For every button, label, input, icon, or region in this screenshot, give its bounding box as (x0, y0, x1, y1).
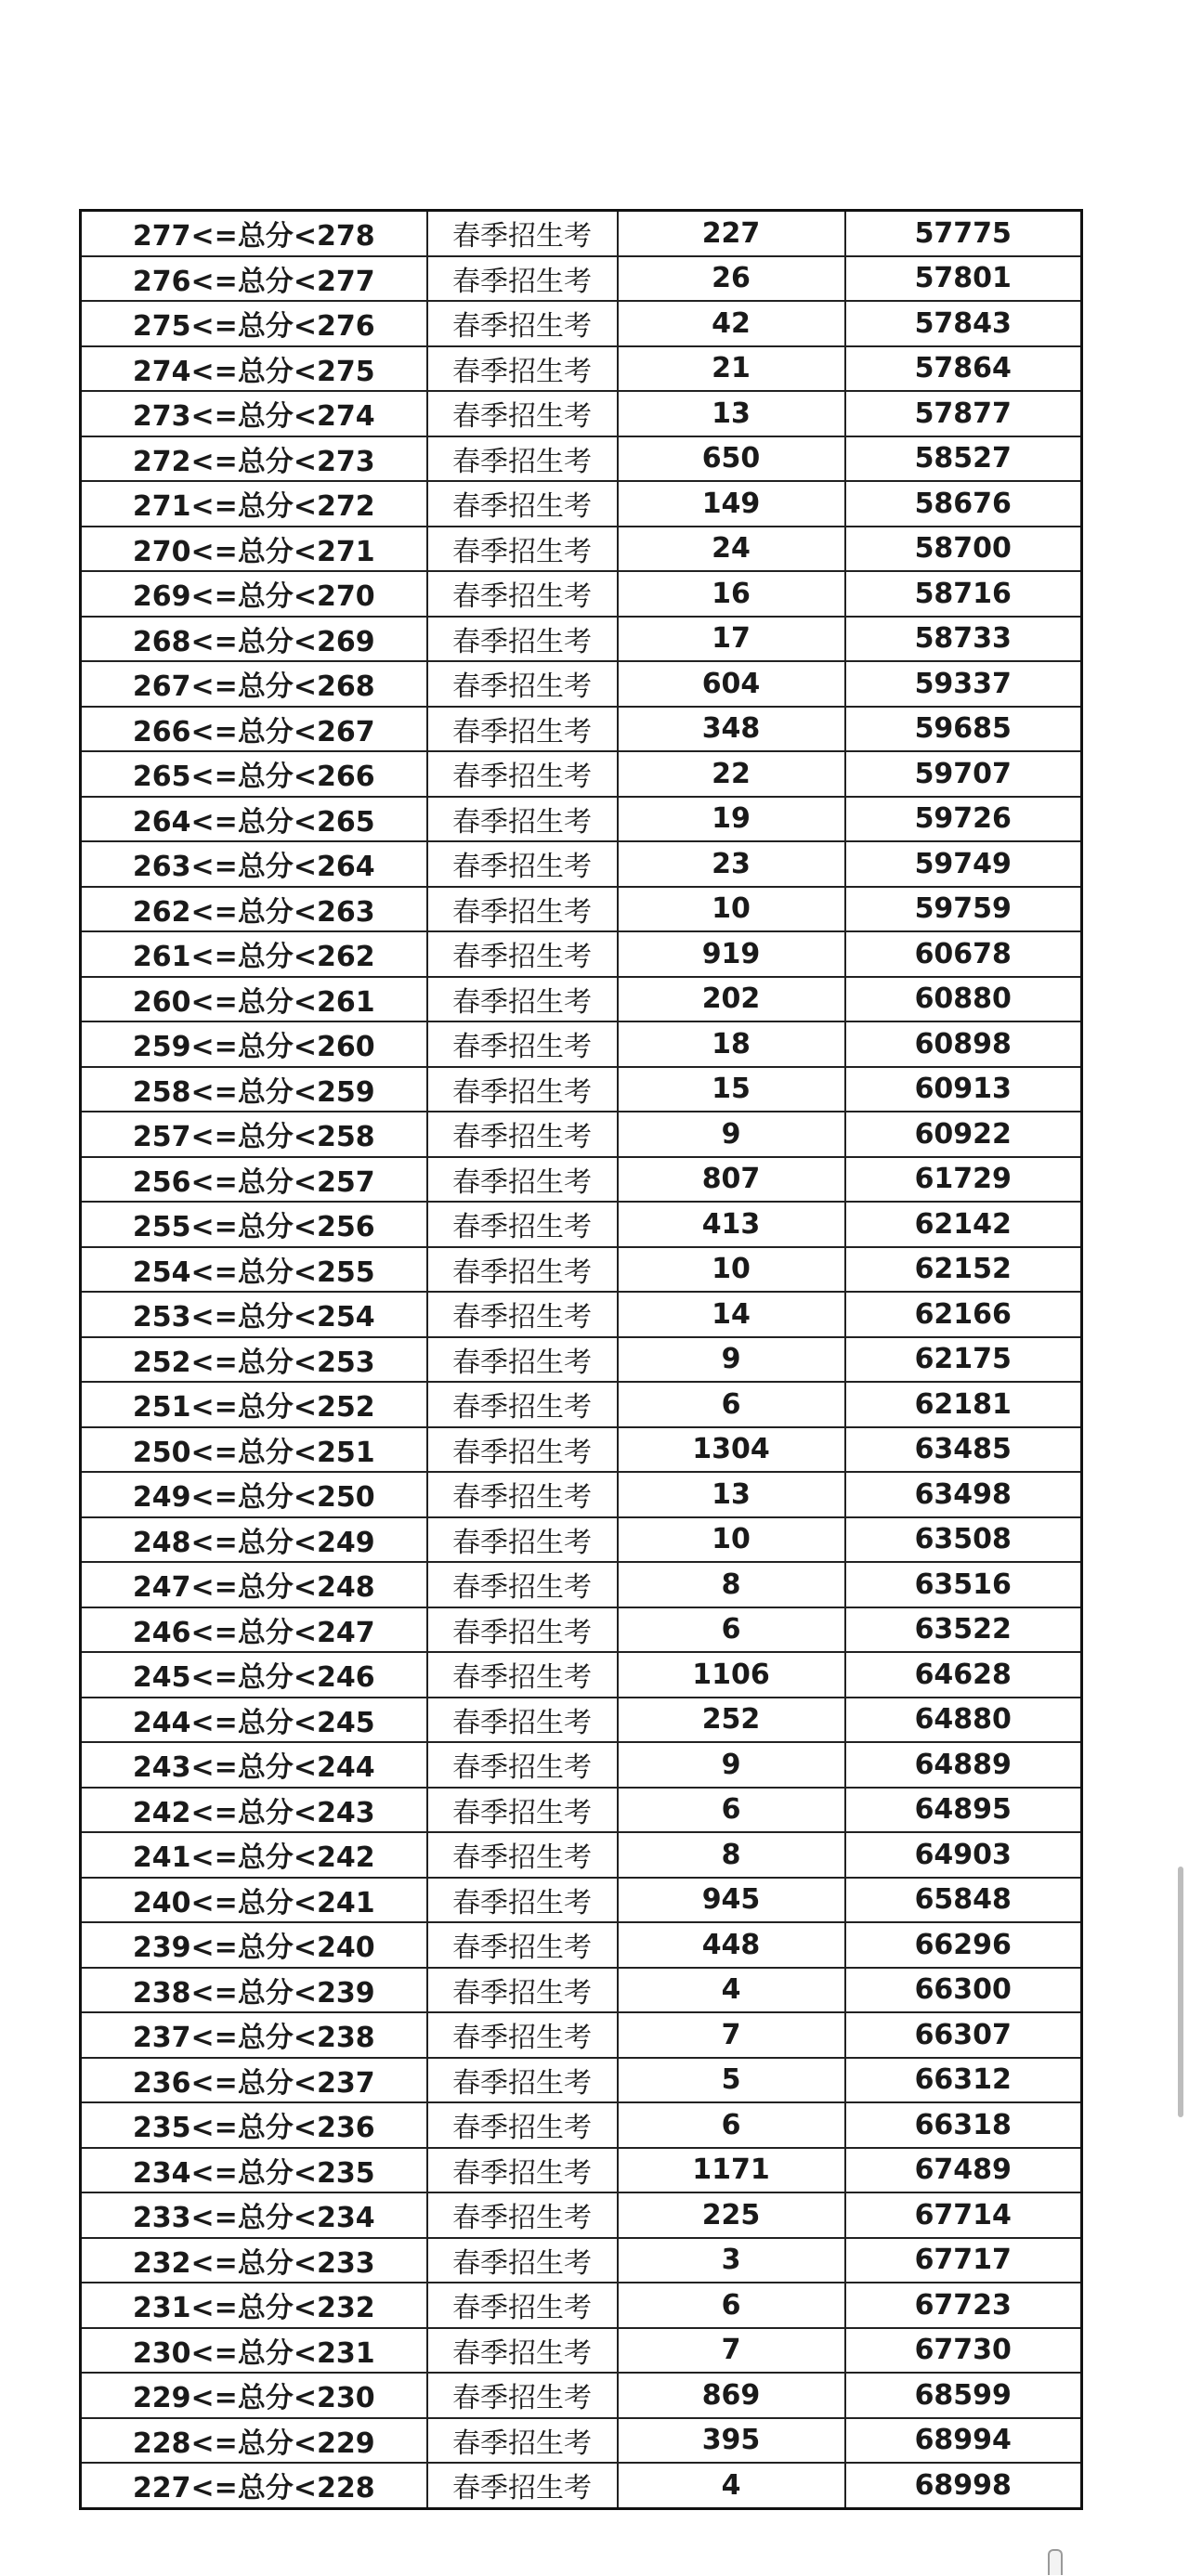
count-cell: 604 (618, 661, 845, 707)
table-row (81, 2058, 1082, 2103)
exam-type-cell: 春季招生考 (427, 751, 618, 797)
table-row (81, 1292, 1082, 1337)
count-cell: 4 (618, 2463, 845, 2508)
exam-type-cell: 春季招生考 (427, 211, 618, 256)
table-row (81, 2328, 1082, 2374)
cumulative-cell: 66296 (845, 1922, 1082, 1968)
cumulative-cell: 58527 (845, 436, 1082, 482)
count-cell: 17 (618, 617, 845, 662)
table-row (81, 301, 1082, 346)
cumulative-cell: 67730 (845, 2328, 1082, 2374)
exam-type-cell: 春季招生考 (427, 1472, 618, 1517)
exam-type-cell: 春季招生考 (427, 2283, 618, 2328)
cumulative-cell: 64880 (845, 1698, 1082, 1743)
count-cell: 227 (618, 211, 845, 256)
count-cell: 6 (618, 1382, 845, 1427)
table-row (81, 1968, 1082, 2013)
cumulative-cell: 59337 (845, 661, 1082, 707)
score-range-cell: 236<=总分<237 (81, 2058, 427, 2103)
vertical-scrollbar[interactable] (1178, 1867, 1183, 2117)
home-indicator-icon (1048, 2549, 1063, 2575)
count-cell: 807 (618, 1157, 845, 1203)
cumulative-cell: 62181 (845, 1382, 1082, 1427)
table-row (81, 661, 1082, 707)
cumulative-cell: 62175 (845, 1337, 1082, 1383)
exam-type-cell: 春季招生考 (427, 571, 618, 617)
cumulative-cell: 67723 (845, 2283, 1082, 2328)
exam-type-cell: 春季招生考 (427, 1562, 618, 1607)
exam-type-cell: 春季招生考 (427, 1652, 618, 1698)
count-cell: 149 (618, 481, 845, 527)
count-cell: 6 (618, 2102, 845, 2148)
exam-type-cell: 春季招生考 (427, 1021, 618, 1067)
cumulative-cell: 60678 (845, 931, 1082, 977)
count-cell: 225 (618, 2192, 845, 2238)
count-cell: 348 (618, 707, 845, 752)
score-range-cell: 240<=总分<241 (81, 1878, 427, 1923)
score-range-cell: 262<=总分<263 (81, 887, 427, 932)
table-row (81, 2102, 1082, 2148)
exam-type-cell: 春季招生考 (427, 1202, 618, 1247)
table-row (81, 1067, 1082, 1112)
exam-type-cell: 春季招生考 (427, 887, 618, 932)
count-cell: 869 (618, 2373, 845, 2418)
cumulative-cell: 58716 (845, 571, 1082, 617)
score-range-cell: 258<=总分<259 (81, 1067, 427, 1112)
cumulative-cell: 57775 (845, 211, 1082, 256)
count-cell: 14 (618, 1292, 845, 1337)
exam-type-cell: 春季招生考 (427, 2192, 618, 2238)
exam-type-cell: 春季招生考 (427, 1832, 618, 1878)
cumulative-cell: 59726 (845, 797, 1082, 842)
score-range-cell: 272<=总分<273 (81, 436, 427, 482)
exam-type-cell: 春季招生考 (427, 1698, 618, 1743)
score-range-cell: 266<=总分<267 (81, 707, 427, 752)
cumulative-cell: 57843 (845, 301, 1082, 346)
cumulative-cell: 62142 (845, 1202, 1082, 1247)
score-range-cell: 250<=总分<251 (81, 1427, 427, 1473)
table-row (81, 2373, 1082, 2418)
score-range-cell: 244<=总分<245 (81, 1698, 427, 1743)
table-row (81, 436, 1082, 482)
table-row (81, 1607, 1082, 1653)
count-cell: 919 (618, 931, 845, 977)
table-row (81, 2192, 1082, 2238)
exam-type-cell: 春季招生考 (427, 2012, 618, 2058)
count-cell: 6 (618, 1607, 845, 1653)
table-row (81, 346, 1082, 392)
score-range-cell: 231<=总分<232 (81, 2283, 427, 2328)
exam-type-cell: 春季招生考 (427, 1382, 618, 1427)
cumulative-cell: 57801 (845, 256, 1082, 302)
score-range-cell: 235<=总分<236 (81, 2102, 427, 2148)
count-cell: 1171 (618, 2148, 845, 2193)
score-range-cell: 245<=总分<246 (81, 1652, 427, 1698)
count-cell: 15 (618, 1067, 845, 1112)
exam-type-cell: 春季招生考 (427, 841, 618, 887)
exam-type-cell: 春季招生考 (427, 797, 618, 842)
cumulative-cell: 63522 (845, 1607, 1082, 1653)
cumulative-cell: 67714 (845, 2192, 1082, 2238)
count-cell: 19 (618, 797, 845, 842)
cumulative-cell: 62166 (845, 1292, 1082, 1337)
score-range-cell: 253<=总分<254 (81, 1292, 427, 1337)
count-cell: 7 (618, 2012, 845, 2058)
score-range-cell: 276<=总分<277 (81, 256, 427, 302)
score-range-cell: 264<=总分<265 (81, 797, 427, 842)
table-row (81, 1112, 1082, 1157)
exam-type-cell: 春季招生考 (427, 1292, 618, 1337)
count-cell: 945 (618, 1878, 845, 1923)
cumulative-cell: 68994 (845, 2418, 1082, 2464)
exam-type-cell: 春季招生考 (427, 2102, 618, 2148)
cumulative-cell: 62152 (845, 1247, 1082, 1293)
score-range-cell: 263<=总分<264 (81, 841, 427, 887)
count-cell: 9 (618, 1112, 845, 1157)
score-range-cell: 254<=总分<255 (81, 1247, 427, 1293)
cumulative-cell: 68998 (845, 2463, 1082, 2508)
exam-type-cell: 春季招生考 (427, 1112, 618, 1157)
table-row (81, 527, 1082, 572)
table-row (81, 1922, 1082, 1968)
count-cell: 8 (618, 1832, 845, 1878)
count-cell: 202 (618, 977, 845, 1022)
score-range-cell: 268<=总分<269 (81, 617, 427, 662)
exam-type-cell: 春季招生考 (427, 391, 618, 436)
exam-type-cell: 春季招生考 (427, 436, 618, 482)
exam-type-cell: 春季招生考 (427, 2148, 618, 2193)
cumulative-cell: 60898 (845, 1021, 1082, 1067)
table-row (81, 751, 1082, 797)
score-range-cell: 255<=总分<256 (81, 1202, 427, 1247)
count-cell: 13 (618, 391, 845, 436)
cumulative-cell: 63485 (845, 1427, 1082, 1473)
cumulative-cell: 63498 (845, 1472, 1082, 1517)
exam-type-cell: 春季招生考 (427, 2463, 618, 2508)
exam-type-cell: 春季招生考 (427, 1742, 618, 1788)
score-range-cell: 267<=总分<268 (81, 661, 427, 707)
table-row (81, 1021, 1082, 1067)
cumulative-cell: 67717 (845, 2238, 1082, 2283)
score-range-cell: 246<=总分<247 (81, 1607, 427, 1653)
table-row (81, 1472, 1082, 1517)
count-cell: 10 (618, 1247, 845, 1293)
score-range-cell: 241<=总分<242 (81, 1832, 427, 1878)
score-range-cell: 229<=总分<230 (81, 2373, 427, 2418)
score-range-cell: 257<=总分<258 (81, 1112, 427, 1157)
count-cell: 252 (618, 1698, 845, 1743)
count-cell: 26 (618, 256, 845, 302)
exam-type-cell: 春季招生考 (427, 1337, 618, 1383)
score-range-cell: 271<=总分<272 (81, 481, 427, 527)
cumulative-cell: 64889 (845, 1742, 1082, 1788)
exam-type-cell: 春季招生考 (427, 481, 618, 527)
table-row (81, 391, 1082, 436)
exam-type-cell: 春季招生考 (427, 346, 618, 392)
table-row (81, 887, 1082, 932)
table-row (81, 2418, 1082, 2464)
score-range-cell: 269<=总分<270 (81, 571, 427, 617)
count-cell: 42 (618, 301, 845, 346)
exam-type-cell: 春季招生考 (427, 1247, 618, 1293)
cumulative-cell: 61729 (845, 1157, 1082, 1203)
exam-type-cell: 春季招生考 (427, 1427, 618, 1473)
count-cell: 3 (618, 2238, 845, 2283)
count-cell: 6 (618, 1788, 845, 1833)
cumulative-cell: 63516 (845, 1562, 1082, 1607)
table-row (81, 571, 1082, 617)
score-range-cell: 256<=总分<257 (81, 1157, 427, 1203)
table-row (81, 617, 1082, 662)
cumulative-cell: 59685 (845, 707, 1082, 752)
count-cell: 10 (618, 887, 845, 932)
cumulative-cell: 58676 (845, 481, 1082, 527)
exam-type-cell: 春季招生考 (427, 2238, 618, 2283)
count-cell: 9 (618, 1337, 845, 1383)
table-row (81, 1788, 1082, 1833)
cumulative-cell: 60880 (845, 977, 1082, 1022)
exam-type-cell: 春季招生考 (427, 707, 618, 752)
cumulative-cell: 66318 (845, 2102, 1082, 2148)
exam-type-cell: 春季招生考 (427, 527, 618, 572)
cumulative-cell: 64903 (845, 1832, 1082, 1878)
count-cell: 1304 (618, 1427, 845, 1473)
table-row (81, 481, 1082, 527)
score-range-cell: 230<=总分<231 (81, 2328, 427, 2374)
count-cell: 1106 (618, 1652, 845, 1698)
exam-type-cell: 春季招生考 (427, 2418, 618, 2464)
table-row (81, 1157, 1082, 1203)
table-row (81, 1427, 1082, 1473)
count-cell: 448 (618, 1922, 845, 1968)
table-row (81, 2012, 1082, 2058)
score-range-cell: 252<=总分<253 (81, 1337, 427, 1383)
count-cell: 13 (618, 1472, 845, 1517)
exam-type-cell: 春季招生考 (427, 301, 618, 346)
score-range-cell: 265<=总分<266 (81, 751, 427, 797)
count-cell: 5 (618, 2058, 845, 2103)
table-row (81, 1742, 1082, 1788)
score-range-cell: 270<=总分<271 (81, 527, 427, 572)
cumulative-cell: 59707 (845, 751, 1082, 797)
cumulative-cell: 66307 (845, 2012, 1082, 2058)
table-row (81, 1652, 1082, 1698)
score-range-cell: 242<=总分<243 (81, 1788, 427, 1833)
table-row (81, 1562, 1082, 1607)
exam-type-cell: 春季招生考 (427, 1517, 618, 1563)
table-row (81, 1382, 1082, 1427)
score-range-cell: 251<=总分<252 (81, 1382, 427, 1427)
cumulative-cell: 65848 (845, 1878, 1082, 1923)
score-table-body (81, 211, 1082, 2509)
count-cell: 413 (618, 1202, 845, 1247)
table-row (81, 2463, 1082, 2508)
cumulative-cell: 57864 (845, 346, 1082, 392)
count-cell: 16 (618, 571, 845, 617)
score-range-cell: 233<=总分<234 (81, 2192, 427, 2238)
exam-type-cell: 春季招生考 (427, 2373, 618, 2418)
table-row (81, 2283, 1082, 2328)
cumulative-cell: 59759 (845, 887, 1082, 932)
table-row (81, 1247, 1082, 1293)
count-cell: 8 (618, 1562, 845, 1607)
table-row (81, 2238, 1082, 2283)
table-row (81, 797, 1082, 842)
cumulative-cell: 58700 (845, 527, 1082, 572)
table-row (81, 2148, 1082, 2193)
cumulative-cell: 67489 (845, 2148, 1082, 2193)
score-range-cell: 238<=总分<239 (81, 1968, 427, 2013)
count-cell: 24 (618, 527, 845, 572)
cumulative-cell: 68599 (845, 2373, 1082, 2418)
count-cell: 4 (618, 1968, 845, 2013)
count-cell: 21 (618, 346, 845, 392)
cumulative-cell: 66312 (845, 2058, 1082, 2103)
exam-type-cell: 春季招生考 (427, 1607, 618, 1653)
score-range-cell: 274<=总分<275 (81, 346, 427, 392)
exam-type-cell: 春季招生考 (427, 2058, 618, 2103)
cumulative-cell: 63508 (845, 1517, 1082, 1563)
exam-type-cell: 春季招生考 (427, 1878, 618, 1923)
table-row (81, 977, 1082, 1022)
exam-type-cell: 春季招生考 (427, 661, 618, 707)
cumulative-cell: 60913 (845, 1067, 1082, 1112)
table-row (81, 256, 1082, 302)
cumulative-cell: 60922 (845, 1112, 1082, 1157)
table-row (81, 1832, 1082, 1878)
cumulative-cell: 66300 (845, 1968, 1082, 2013)
score-range-cell: 275<=总分<276 (81, 301, 427, 346)
cumulative-cell: 58733 (845, 617, 1082, 662)
exam-type-cell: 春季招生考 (427, 1922, 618, 1968)
table-row (81, 1517, 1082, 1563)
score-range-cell: 248<=总分<249 (81, 1517, 427, 1563)
score-range-cell: 260<=总分<261 (81, 977, 427, 1022)
score-range-cell: 249<=总分<250 (81, 1472, 427, 1517)
table-row (81, 1698, 1082, 1743)
cumulative-cell: 57877 (845, 391, 1082, 436)
score-range-cell: 228<=总分<229 (81, 2418, 427, 2464)
count-cell: 22 (618, 751, 845, 797)
score-range-cell: 237<=总分<238 (81, 2012, 427, 2058)
count-cell: 18 (618, 1021, 845, 1067)
score-range-cell: 261<=总分<262 (81, 931, 427, 977)
cumulative-cell: 64628 (845, 1652, 1082, 1698)
count-cell: 10 (618, 1517, 845, 1563)
exam-type-cell: 春季招生考 (427, 931, 618, 977)
exam-type-cell: 春季招生考 (427, 1788, 618, 1833)
score-range-cell: 227<=总分<228 (81, 2463, 427, 2508)
exam-type-cell: 春季招生考 (427, 977, 618, 1022)
cumulative-cell: 64895 (845, 1788, 1082, 1833)
score-range-cell: 259<=总分<260 (81, 1021, 427, 1067)
score-range-cell: 243<=总分<244 (81, 1742, 427, 1788)
table-row (81, 841, 1082, 887)
score-range-cell: 234<=总分<235 (81, 2148, 427, 2193)
exam-type-cell: 春季招生考 (427, 617, 618, 662)
table-row (81, 1878, 1082, 1923)
count-cell: 23 (618, 841, 845, 887)
count-cell: 395 (618, 2418, 845, 2464)
exam-type-cell: 春季招生考 (427, 256, 618, 302)
exam-type-cell: 春季招生考 (427, 2328, 618, 2374)
count-cell: 7 (618, 2328, 845, 2374)
table-row (81, 1202, 1082, 1247)
score-range-cell: 247<=总分<248 (81, 1562, 427, 1607)
score-range-cell: 273<=总分<274 (81, 391, 427, 436)
count-cell: 6 (618, 2283, 845, 2328)
score-range-cell: 232<=总分<233 (81, 2238, 427, 2283)
score-range-cell: 239<=总分<240 (81, 1922, 427, 1968)
count-cell: 650 (618, 436, 845, 482)
table-row (81, 1337, 1082, 1383)
exam-type-cell: 春季招生考 (427, 1157, 618, 1203)
count-cell: 9 (618, 1742, 845, 1788)
table-row (81, 707, 1082, 752)
table-row (81, 931, 1082, 977)
table-row (81, 211, 1082, 256)
cumulative-cell: 59749 (845, 841, 1082, 887)
exam-type-cell: 春季招生考 (427, 1067, 618, 1112)
exam-type-cell: 春季招生考 (427, 1968, 618, 2013)
score-range-cell: 277<=总分<278 (81, 211, 427, 256)
score-distribution-table (79, 209, 1083, 2510)
